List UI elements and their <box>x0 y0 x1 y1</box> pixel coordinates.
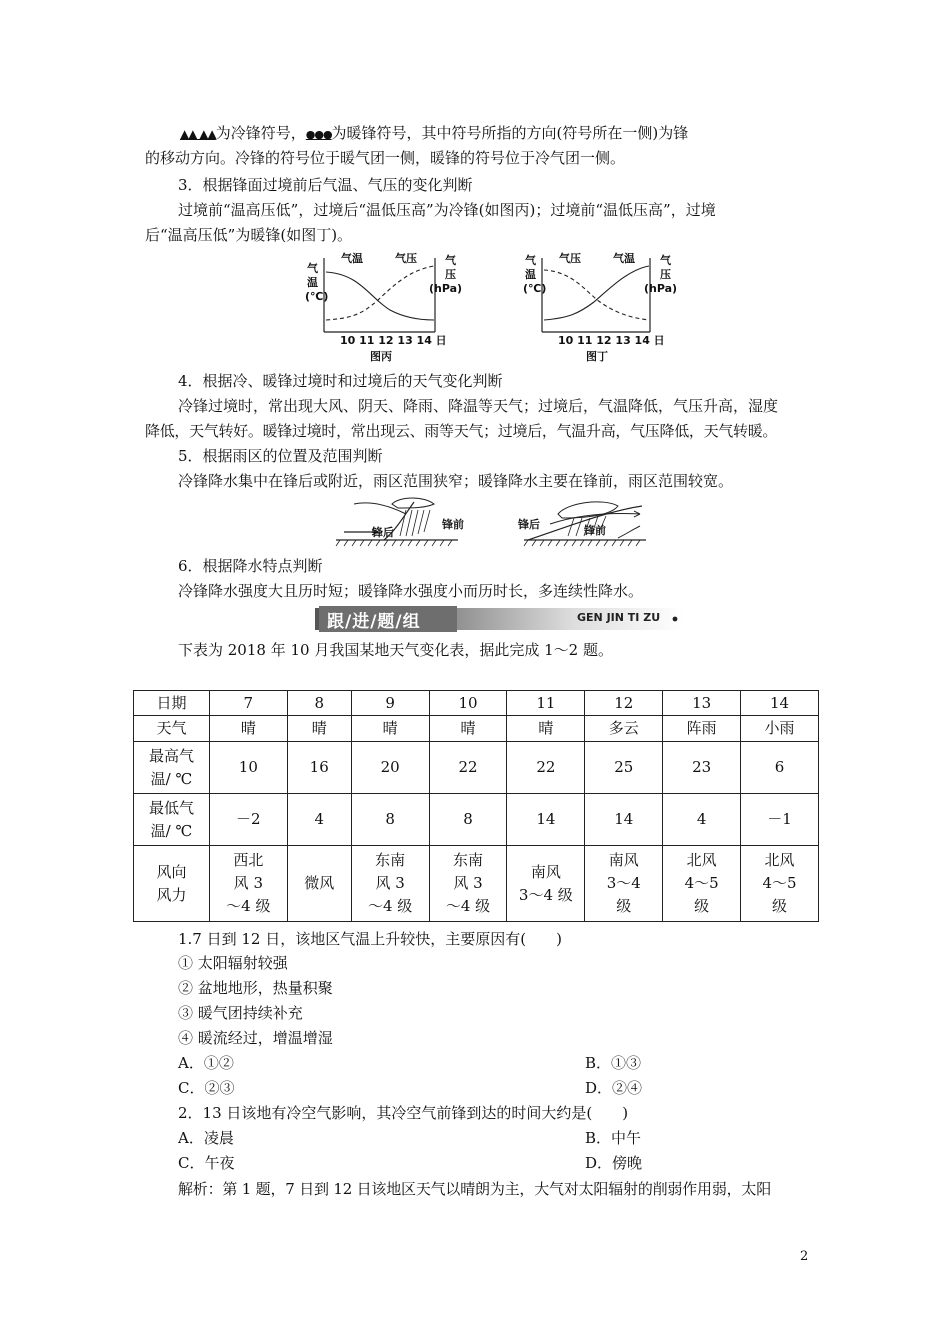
q2-option-b[interactable]: B．中午 <box>585 1129 642 1147</box>
figure-bing <box>300 248 463 368</box>
table-cell: 南风 3～4 级 <box>585 846 663 922</box>
q1-option-a[interactable]: A．①② <box>178 1054 234 1072</box>
table-cell: 南风 3～4 级 <box>507 846 585 922</box>
weather-table <box>133 690 819 922</box>
table-cell: 10 <box>209 742 287 794</box>
front-symbol-line-2: 的移动方向。冷锋的符号位于暖气团一侧，暖锋的符号位于冷气团一侧。 <box>145 149 626 167</box>
section-5-heading: 5．根据雨区的位置及范围判断 <box>178 447 383 465</box>
table-cell: 东南 风 3 ～4 级 <box>429 846 507 922</box>
table-row-max-temp <box>134 742 819 794</box>
q2-option-c[interactable]: C．午夜 <box>178 1154 235 1172</box>
table-cell: 22 <box>429 742 507 794</box>
section-4-text-2: 降低，天气转好。暖锋过境时，常出现云、雨等天气；过境后，气温升高，气压降低，天气转暖。 <box>145 422 778 440</box>
cold-fig-back-label: 锋后 <box>372 526 394 539</box>
table-cell: 14 <box>507 794 585 846</box>
section-3-text-2: 后“温高压低”为暖锋(如图丁)。 <box>145 226 353 244</box>
table-row-date <box>134 691 819 716</box>
warm-fig-front-label: 锋前 <box>584 524 606 537</box>
table-cell: 晴 <box>351 716 429 742</box>
figure-ding <box>518 248 688 368</box>
section-4-heading: 4．根据冷、暖锋过境时和过境后的天气变化判断 <box>178 372 503 390</box>
table-cell: 22 <box>507 742 585 794</box>
row-label: 最高气 温/ ℃ <box>134 742 210 794</box>
x-ticks: 10 11 12 13 14 日 <box>340 334 447 347</box>
right-axis-label: 气 压 (hPa) <box>644 254 678 295</box>
section-3-heading: 3．根据锋面过境前后气温、气压的变化判断 <box>178 176 473 194</box>
q1-item: ④ 暖流经过，增温增湿 <box>178 1029 333 1047</box>
table-cell: 14 <box>585 794 663 846</box>
section-6-heading: 6．根据降水特点判断 <box>178 557 323 575</box>
table-cell: 16 <box>287 742 351 794</box>
warm-front-rain-figure <box>514 494 664 550</box>
q2-stem: 2．13 日该地有冷空气影响，其冷空气前锋到达的时间大约是( ) <box>178 1104 629 1122</box>
table-cell: 晴 <box>209 716 287 742</box>
pressure-curve <box>326 266 434 320</box>
table-cell: 小雨 <box>741 716 819 742</box>
table-cell: 晴 <box>287 716 351 742</box>
table-cell: 阵雨 <box>663 716 741 742</box>
table-cell: 6 <box>741 742 819 794</box>
header-cell: 11 <box>507 691 585 716</box>
header-cell: 13 <box>663 691 741 716</box>
table-cell: 东南 风 3 ～4 级 <box>351 846 429 922</box>
q1-option-d[interactable]: D．②④ <box>585 1079 643 1097</box>
table-cell: 25 <box>585 742 663 794</box>
left-axis-label: 气 温 (℃) <box>305 262 329 303</box>
legend-temp: 气温 <box>613 252 635 265</box>
table-cell: －2 <box>209 794 287 846</box>
x-ticks: 10 11 12 13 14 日 <box>558 334 665 347</box>
header-cell: 8 <box>287 691 351 716</box>
warm-fig-back-label: 锋后 <box>518 518 540 531</box>
table-cell: －1 <box>741 794 819 846</box>
figure-caption: 图丙 <box>370 350 392 363</box>
table-cell: 23 <box>663 742 741 794</box>
warm-front-text: 为暖锋符号，其中符号所指的方向(符号所在一侧)为锋 <box>331 124 689 142</box>
q1-item: ① 太阳辐射较强 <box>178 954 288 972</box>
figure-caption: 图丁 <box>586 350 608 363</box>
q1-stem: 1.7 日到 12 日，该地区气温上升较快，主要原因有( ) <box>178 930 562 948</box>
table-cell: 多云 <box>585 716 663 742</box>
page-number: 2 <box>800 1249 809 1264</box>
pressure-curve <box>544 270 649 320</box>
table-cell: 微风 <box>287 846 351 922</box>
table-cell: 20 <box>351 742 429 794</box>
table-cell: 4 <box>287 794 351 846</box>
header-cell: 12 <box>585 691 663 716</box>
row-label: 最低气 温/ ℃ <box>134 794 210 846</box>
header-cell: 9 <box>351 691 429 716</box>
table-row-weather <box>134 716 819 742</box>
section-3-text-1: 过境前“温高压低”，过境后“温低压高”为冷锋(如图丙)；过境前“温低压高”，过境 <box>178 201 716 219</box>
banner-title: 跟/进/题/组 <box>327 612 421 632</box>
table-cell: 4 <box>663 794 741 846</box>
table-cell: 8 <box>429 794 507 846</box>
q2-option-d[interactable]: D．傍晚 <box>585 1154 643 1172</box>
temp-curve <box>544 266 649 320</box>
header-cell: 10 <box>429 691 507 716</box>
header-cell: 14 <box>741 691 819 716</box>
q1-option-b[interactable]: B．①③ <box>585 1054 642 1072</box>
table-cell: 晴 <box>429 716 507 742</box>
table-cell: 北风 4～5 级 <box>741 846 819 922</box>
legend-pressure: 气压 <box>395 252 417 265</box>
header-cell: 7 <box>209 691 287 716</box>
cold-front-rain-figure <box>334 494 464 550</box>
section-5-text-1: 冷锋降水集中在锋后或附近，雨区范围狭窄；暖锋降水主要在锋前，雨区范围较宽。 <box>178 472 734 490</box>
right-axis-label: 气 压 (hPa) <box>429 254 463 295</box>
cold-front-symbol: ▲▲ ▲▲ <box>180 127 216 141</box>
legend-pressure: 气压 <box>559 252 581 265</box>
section-4-text-1: 冷锋过境时，常出现大风、阴天、降雨、降温等天气；过境后，气温降低，气压升高，湿度 <box>178 397 779 415</box>
table-row-min-temp <box>134 794 819 846</box>
table-cell: 天气 <box>134 716 210 742</box>
analysis-text: 解析：第 1 题，7 日到 12 日该地区天气以晴朗为主，大气对太阳辐射的削弱作用弱，太阳 <box>178 1180 772 1198</box>
table-cell: 8 <box>351 794 429 846</box>
left-axis-label: 气 温 (℃) <box>523 254 547 295</box>
table-cell: 西北 风 3 ～4 级 <box>209 846 287 922</box>
row-label: 风向 风力 <box>134 846 210 922</box>
q2-option-a[interactable]: A．凌晨 <box>178 1129 234 1147</box>
follow-up-banner <box>315 606 683 632</box>
table-cell: 晴 <box>507 716 585 742</box>
temp-curve <box>326 272 434 320</box>
q1-item: ② 盆地地形，热量积聚 <box>178 979 333 997</box>
warm-front-symbol: ●●● <box>305 128 332 141</box>
front-symbol-line <box>180 123 688 145</box>
cold-front-text: 为冷锋符号， <box>215 124 306 142</box>
table-intro: 下表为 2018 年 10 月我国某地天气变化表，据此完成 1～2 题。 <box>178 641 613 659</box>
table-cell: 北风 4～5 级 <box>663 846 741 922</box>
q1-item: ③ 暖气团持续补充 <box>178 1004 303 1022</box>
header-cell: 日期 <box>134 691 210 716</box>
section-6-text-1: 冷锋降水强度大且历时短；暖锋降水强度小而历时长，多连续性降水。 <box>178 582 644 600</box>
table-row-wind <box>134 846 819 922</box>
q1-option-c[interactable]: C．②③ <box>178 1079 235 1097</box>
legend-temp: 气温 <box>341 252 363 265</box>
banner-pinyin: GEN JIN TI ZU <box>577 611 661 624</box>
cold-fig-front-label: 锋前 <box>442 518 464 531</box>
